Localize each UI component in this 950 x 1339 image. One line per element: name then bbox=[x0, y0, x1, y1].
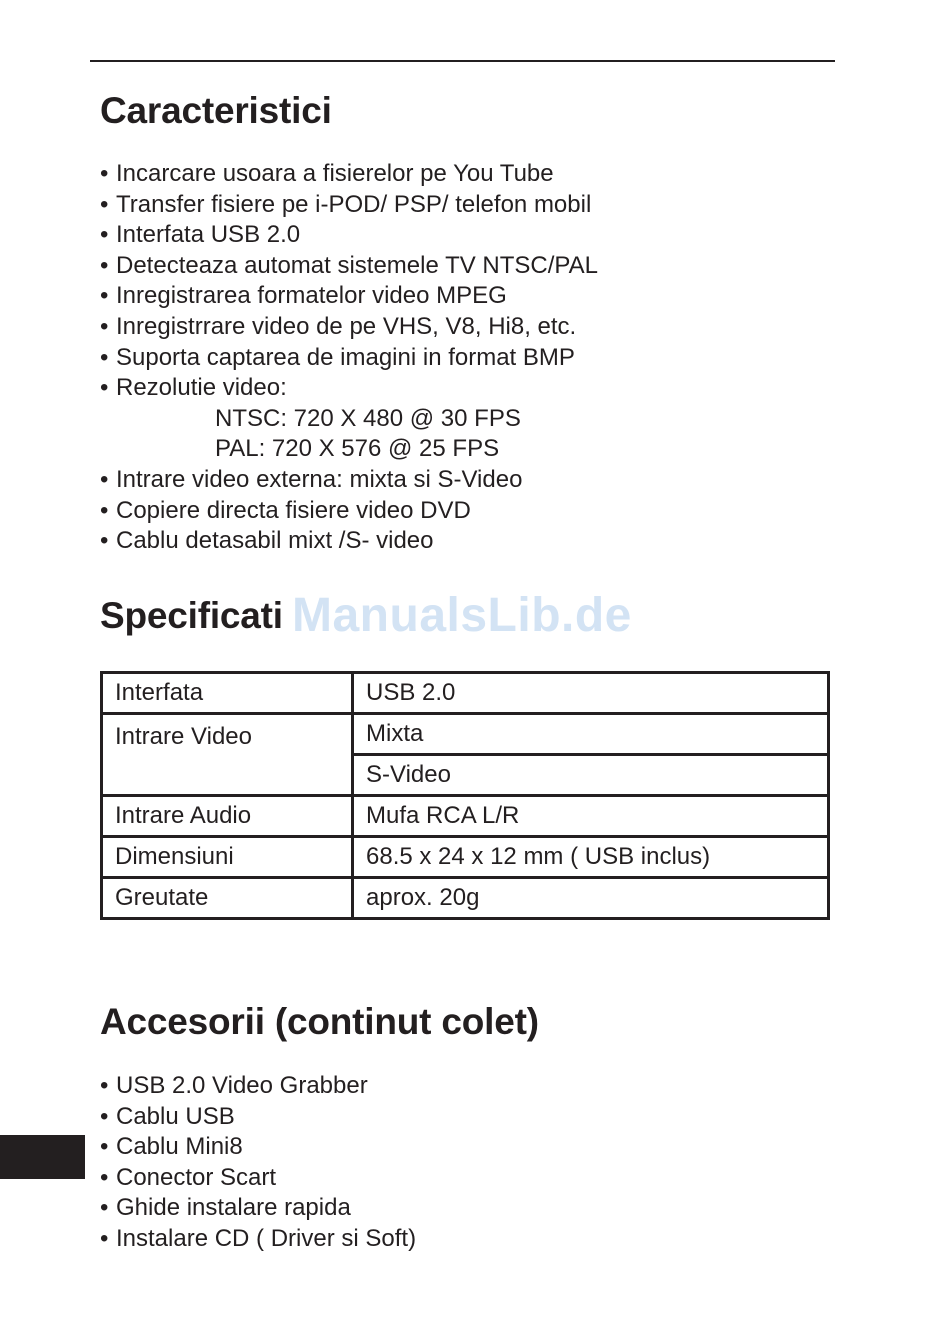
features-heading: Caracteristici bbox=[100, 90, 332, 131]
list-item: • Inregistrrare video de pe VHS, V8, Hi8, etc. bbox=[100, 312, 577, 340]
top-rule bbox=[90, 60, 835, 62]
list-item: • Detecteaza automat sistemele TV NTSC/PAL bbox=[100, 251, 598, 279]
list-item: • Instalare CD ( Driver si Soft) bbox=[100, 1224, 417, 1252]
list-item: • Inregistrarea formatelor video MPEG bbox=[100, 282, 507, 310]
table-row bbox=[102, 878, 829, 919]
list-item: • Intrare video externa: mixta si S-Video bbox=[100, 465, 523, 493]
list-item: • Transfer fisiere pe i-POD/ PSP/ telefon mobil bbox=[100, 190, 592, 218]
list-item: • USB 2.0 Video Grabber bbox=[100, 1072, 368, 1099]
spec-value: S-Video bbox=[353, 755, 829, 796]
list-item: • Cablu detasabil mixt /S- video bbox=[100, 527, 434, 555]
table-row bbox=[102, 714, 829, 755]
section-tab-marker bbox=[0, 1135, 85, 1179]
table-row bbox=[102, 796, 829, 837]
spec-value: USB 2.0 bbox=[353, 673, 829, 714]
watermark: ManualsLib.de bbox=[292, 589, 632, 642]
list-item: • Rezolutie video: bbox=[100, 374, 287, 402]
spec-label: Intrare Video bbox=[102, 714, 353, 796]
list-item: • Copiere directa fisiere video DVD bbox=[100, 496, 471, 524]
resolution-ntsc: NTSC: 720 X 480 @ 30 FPS bbox=[215, 404, 521, 432]
spec-value: Mixta bbox=[353, 714, 829, 755]
spec-value: 68.5 x 24 x 12 mm ( USB inclus) bbox=[353, 837, 829, 878]
list-item: • Conector Scart bbox=[100, 1163, 277, 1191]
specs-heading: Specificati bbox=[100, 595, 283, 636]
spec-value: aprox. 20g bbox=[353, 878, 829, 919]
accessories-heading: Accesorii (continut colet) bbox=[100, 1001, 539, 1042]
list-item: • Cablu Mini8 bbox=[100, 1133, 243, 1161]
list-item: • Ghide instalare rapida bbox=[100, 1194, 351, 1222]
spec-value: Mufa RCA L/R bbox=[353, 796, 829, 837]
resolution-pal: PAL: 720 X 576 @ 25 FPS bbox=[215, 435, 500, 463]
spec-label: Interfata bbox=[102, 673, 353, 714]
spec-label: Intrare Audio bbox=[102, 796, 353, 837]
list-item: • Suporta captarea de imagini in format BMP bbox=[100, 343, 575, 371]
spec-label: Dimensiuni bbox=[102, 837, 353, 878]
table-row bbox=[102, 837, 829, 878]
features-list bbox=[100, 159, 598, 557]
table-row bbox=[102, 673, 829, 714]
list-item: • Cablu USB bbox=[100, 1102, 235, 1130]
spec-label: Greutate bbox=[102, 878, 353, 919]
accessories-list bbox=[100, 1071, 416, 1255]
list-item: • Incarcare usoara a fisierelor pe You Tube bbox=[100, 160, 554, 187]
specs-table bbox=[100, 671, 830, 920]
list-item: • Interfata USB 2.0 bbox=[100, 221, 301, 249]
